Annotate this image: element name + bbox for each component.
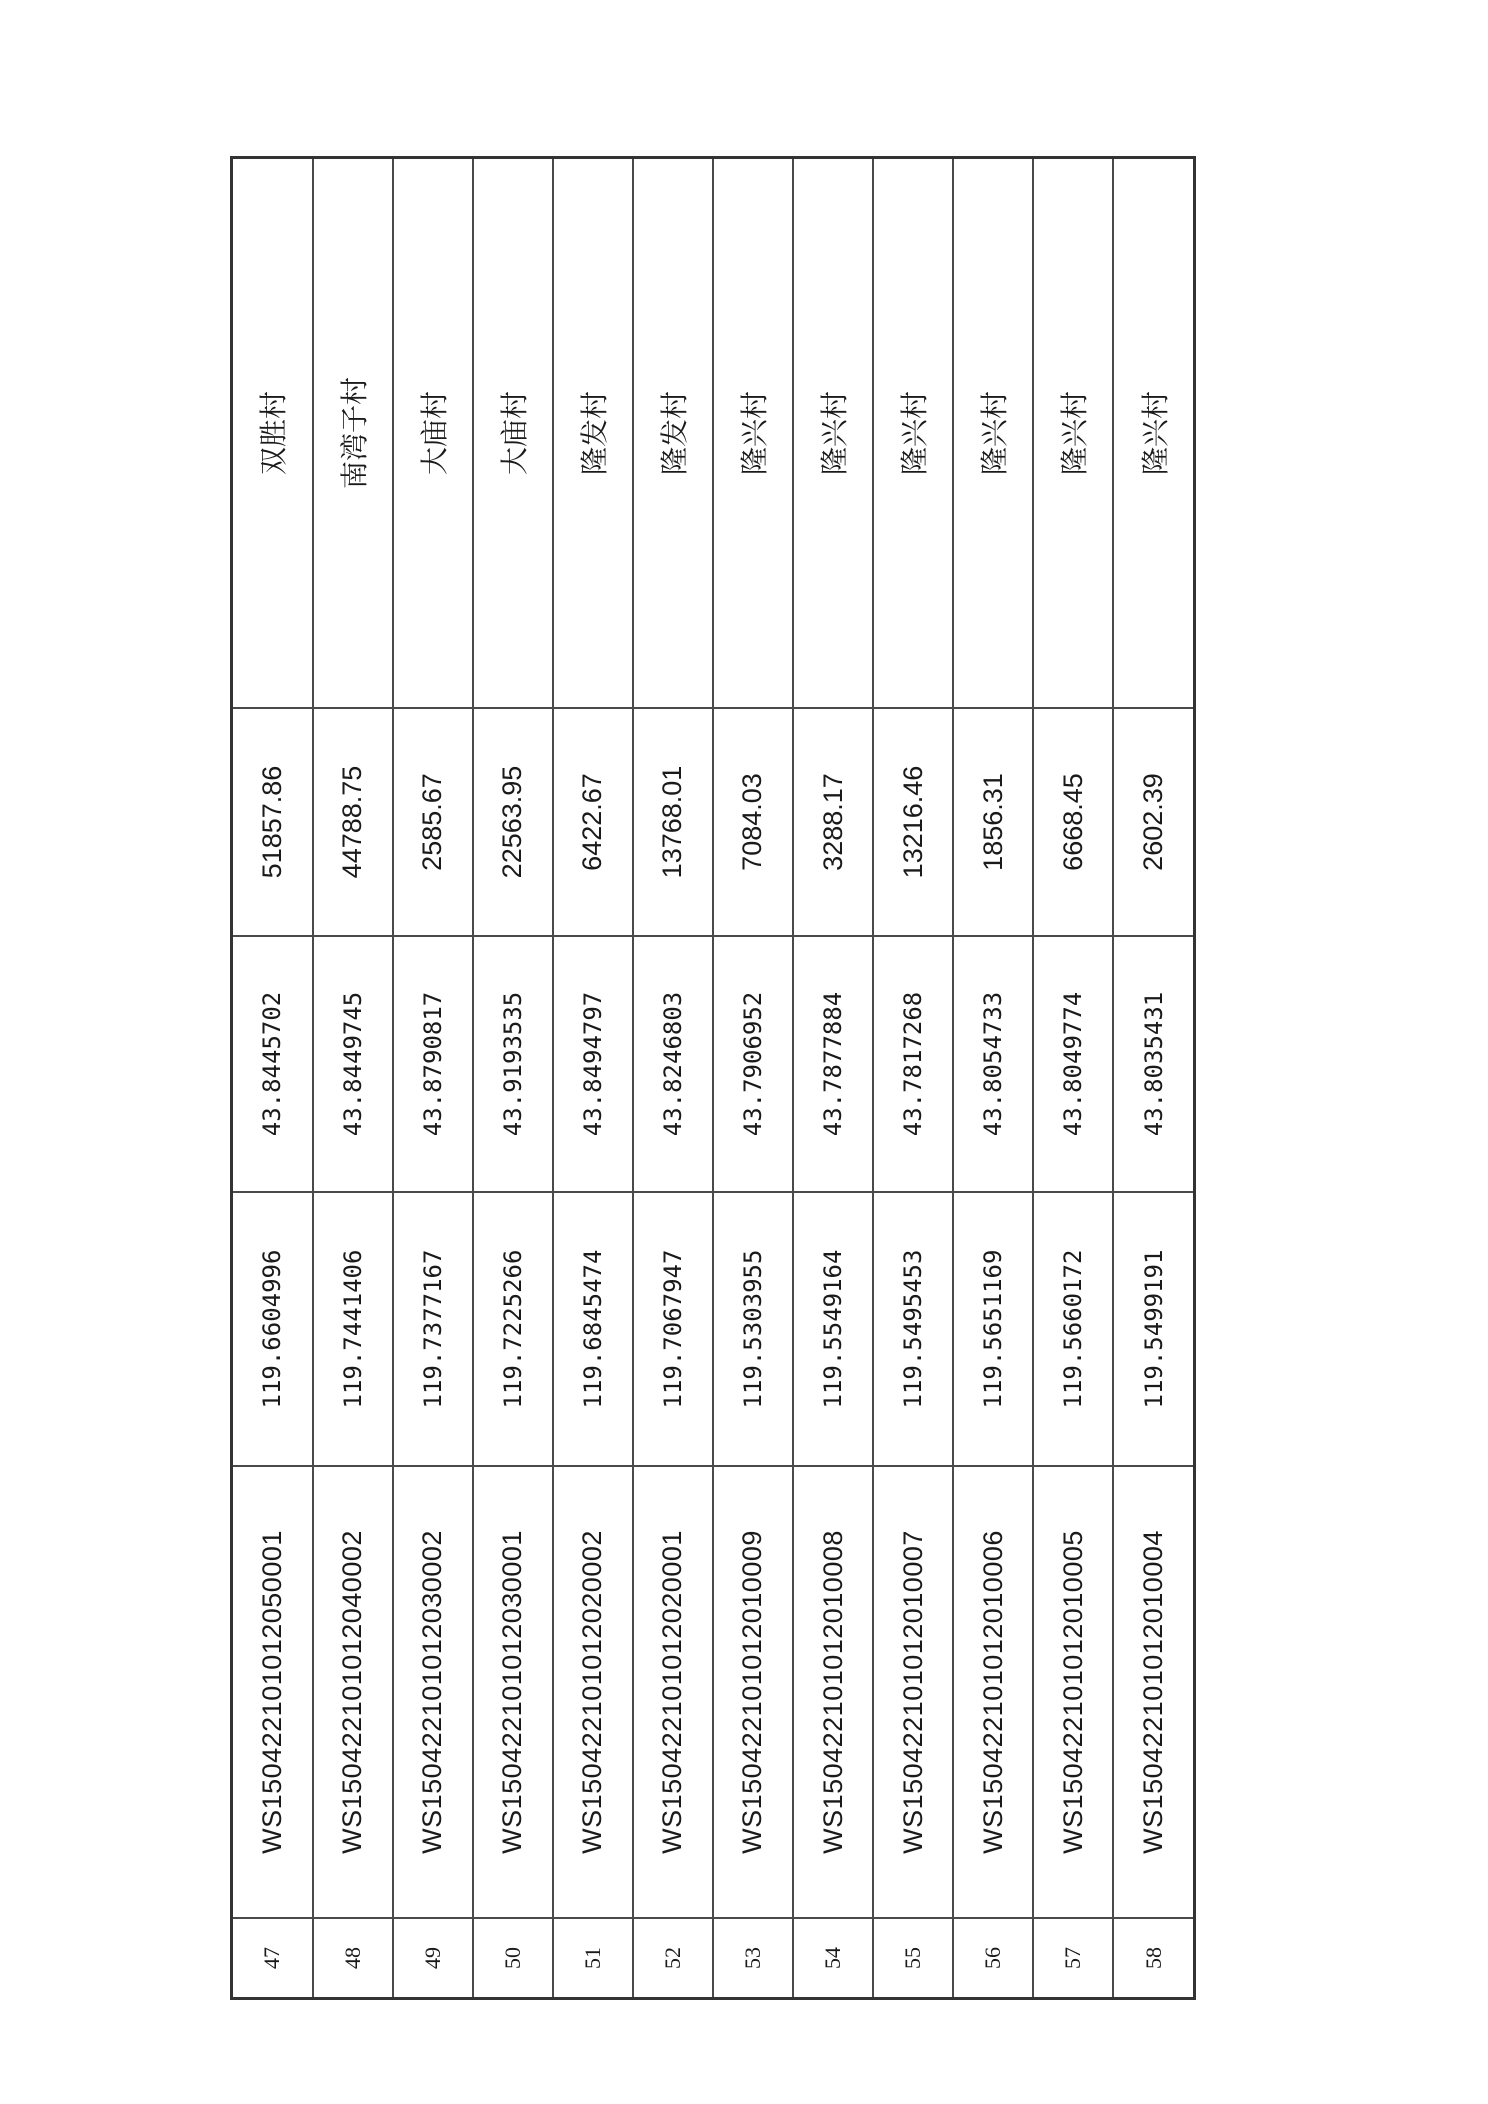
row-number: 49 (393, 1918, 473, 1999)
area: 13216.46 (873, 708, 953, 936)
plot-code: WS150422101012030002 (393, 1466, 473, 1918)
data-table (230, 156, 1196, 2000)
plot-code: WS150422101012030001 (473, 1466, 553, 1918)
row-number: 57 (1033, 1918, 1113, 1999)
village: 隆兴村 (713, 158, 793, 709)
latitude: 43.7906952 (713, 936, 793, 1192)
table-row (953, 158, 1033, 1999)
row-number: 56 (953, 1918, 1033, 1999)
latitude: 43.8790817 (393, 936, 473, 1192)
table-row (393, 158, 473, 1999)
longitude: 119.6604996 (232, 1192, 313, 1466)
table-row (313, 158, 393, 1999)
row-number: 58 (1113, 1918, 1194, 1999)
latitude: 43.7817268 (873, 936, 953, 1192)
longitude: 119.7225266 (473, 1192, 553, 1466)
longitude: 119.5303955 (713, 1192, 793, 1466)
village: 隆发村 (553, 158, 633, 709)
village: 隆兴村 (953, 158, 1033, 709)
longitude: 119.5549164 (793, 1192, 873, 1466)
longitude: 119.7377167 (393, 1192, 473, 1466)
latitude: 43.8449745 (313, 936, 393, 1192)
latitude: 43.8445702 (232, 936, 313, 1192)
table-row (232, 158, 313, 1999)
latitude: 43.8494797 (553, 936, 633, 1192)
area: 51857.86 (232, 708, 313, 936)
row-number: 54 (793, 1918, 873, 1999)
plot-code: WS150422101012020002 (553, 1466, 633, 1918)
latitude: 43.9193535 (473, 936, 553, 1192)
latitude: 43.8054733 (953, 936, 1033, 1192)
area: 13768.01 (633, 708, 713, 936)
village: 隆兴村 (1033, 158, 1113, 709)
village: 隆兴村 (793, 158, 873, 709)
longitude: 119.7067947 (633, 1192, 713, 1466)
area: 2602.39 (1113, 708, 1194, 936)
row-number: 52 (633, 1918, 713, 1999)
table-row (713, 158, 793, 1999)
plot-code: WS150422101012040002 (313, 1466, 393, 1918)
plot-code: WS150422101012010004 (1113, 1466, 1194, 1918)
area: 22563.95 (473, 708, 553, 936)
area: 2585.67 (393, 708, 473, 936)
row-number: 55 (873, 1918, 953, 1999)
plot-code: WS150422101012010005 (1033, 1466, 1113, 1918)
row-number: 50 (473, 1918, 553, 1999)
table-row (633, 158, 713, 1999)
plot-code: WS150422101012010007 (873, 1466, 953, 1918)
village: 双胜村 (232, 158, 313, 709)
longitude: 119.7441406 (313, 1192, 393, 1466)
row-number: 51 (553, 1918, 633, 1999)
village: 南湾子村 (313, 158, 393, 709)
village: 隆兴村 (1113, 158, 1194, 709)
table-row (1113, 158, 1194, 1999)
plot-code: WS150422101012050001 (232, 1466, 313, 1918)
village: 隆发村 (633, 158, 713, 709)
table-row (473, 158, 553, 1999)
area: 6422.67 (553, 708, 633, 936)
latitude: 43.8035431 (1113, 936, 1194, 1192)
latitude: 43.8049774 (1033, 936, 1113, 1192)
village: 大庙村 (473, 158, 553, 709)
plot-code: WS150422101012010008 (793, 1466, 873, 1918)
longitude: 119.5499191 (1113, 1192, 1194, 1466)
longitude: 119.5660172 (1033, 1192, 1113, 1466)
village: 隆兴村 (873, 158, 953, 709)
plot-code: WS150422101012010009 (713, 1466, 793, 1918)
table-row (873, 158, 953, 1999)
longitude: 119.5495453 (873, 1192, 953, 1466)
plot-code: WS150422101012010006 (953, 1466, 1033, 1918)
area: 44788.75 (313, 708, 393, 936)
longitude: 119.5651169 (953, 1192, 1033, 1466)
table-row (793, 158, 873, 1999)
latitude: 43.7877884 (793, 936, 873, 1192)
row-number: 48 (313, 1918, 393, 1999)
area: 7084.03 (713, 708, 793, 936)
area: 3288.17 (793, 708, 873, 936)
latitude: 43.8246803 (633, 936, 713, 1192)
longitude: 119.6845474 (553, 1192, 633, 1466)
area: 1856.31 (953, 708, 1033, 936)
plot-code: WS150422101012020001 (633, 1466, 713, 1918)
table-row (1033, 158, 1113, 1999)
row-number: 53 (713, 1918, 793, 1999)
area: 6668.45 (1033, 708, 1113, 936)
row-number: 47 (232, 1918, 313, 1999)
village: 大庙村 (393, 158, 473, 709)
rotated-table-container (230, 172, 1196, 2000)
table-row (553, 158, 633, 1999)
